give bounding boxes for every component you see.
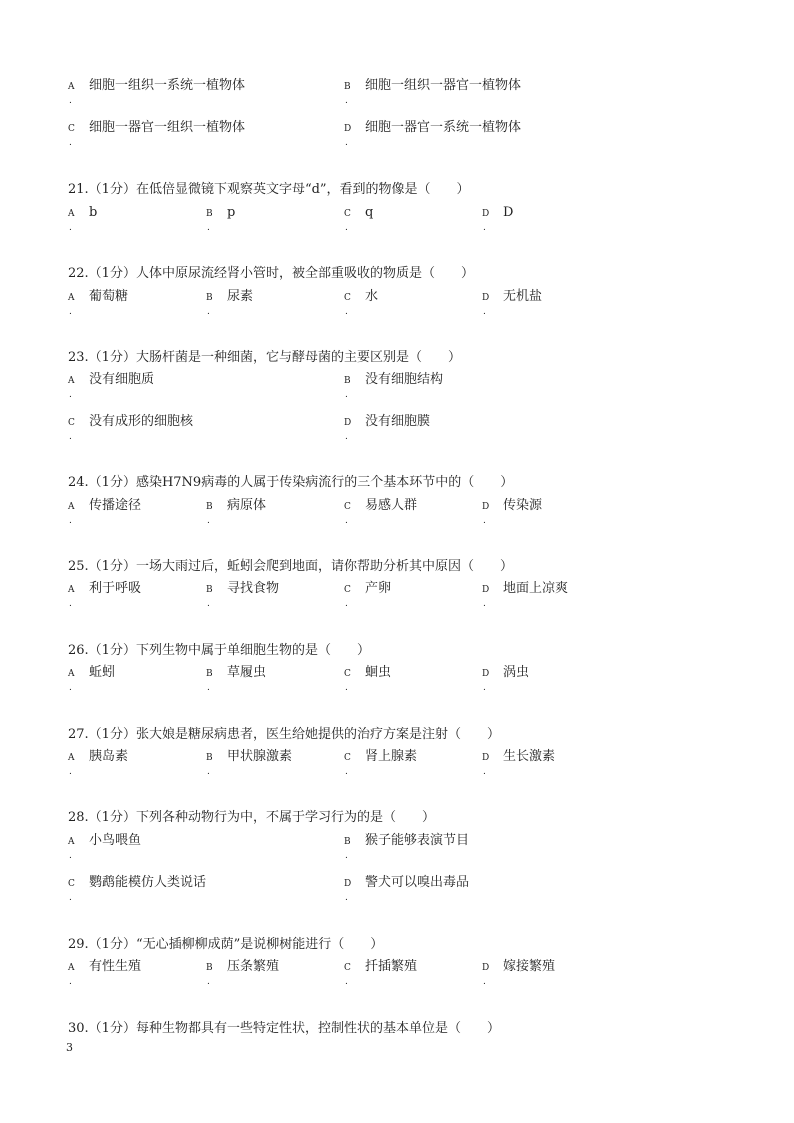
option-text: 细胞一组织一器官一植物体 [365, 78, 522, 93]
question-21-stem: 21.（1分）在低倍显微镜下观察英文字母“d”，看到的物像是（ ） [68, 182, 470, 197]
page-number: 3 [66, 1041, 73, 1054]
question-26-stem: 26.（1分）下列生物中属于单细胞生物的是（ ） [68, 643, 370, 658]
question-28-stem: 28.（1分）下列各种动物行为中，不属于学习行为的是（ ） [68, 810, 435, 825]
question-23-stem: 23.（1分）大肠杆菌是一种细菌，它与酵母菌的主要区别是（ ） [68, 350, 461, 365]
option-text: 细胞一组织一系统一植物体 [89, 78, 246, 93]
question-25-stem: 25.（1分）一场大雨过后，蚯蚓会爬到地面，请你帮助分析其中原因（ ） [68, 559, 513, 574]
option-letter: D [344, 124, 352, 134]
question-27-stem: 27.（1分）张大娘是糖尿病患者，医生给她提供的治疗方案是注射（ ） [68, 727, 500, 742]
option-letter: B [344, 82, 351, 92]
option-text: 细胞一器官一组织一植物体 [89, 120, 246, 135]
question-22-stem: 22.（1分）人体中原尿流经肾小管时，被全部重吸收的物质是（ ） [68, 266, 474, 281]
option-text: 细胞一器官一系统一植物体 [365, 120, 522, 135]
question-29-stem: 29.（1分）“无心插柳柳成荫”是说柳树能进行（ ） [68, 937, 384, 952]
question-24-stem: 24.（1分）感染H7N9病毒的人属于传染病流行的三个基本环节中的（ ） [68, 475, 514, 490]
option-letter: C [68, 124, 75, 134]
option-letter: A [68, 82, 75, 92]
question-30-stem: 30.（1分）每种生物都具有一些特定性状，控制性状的基本单位是（ ） [68, 1021, 500, 1036]
